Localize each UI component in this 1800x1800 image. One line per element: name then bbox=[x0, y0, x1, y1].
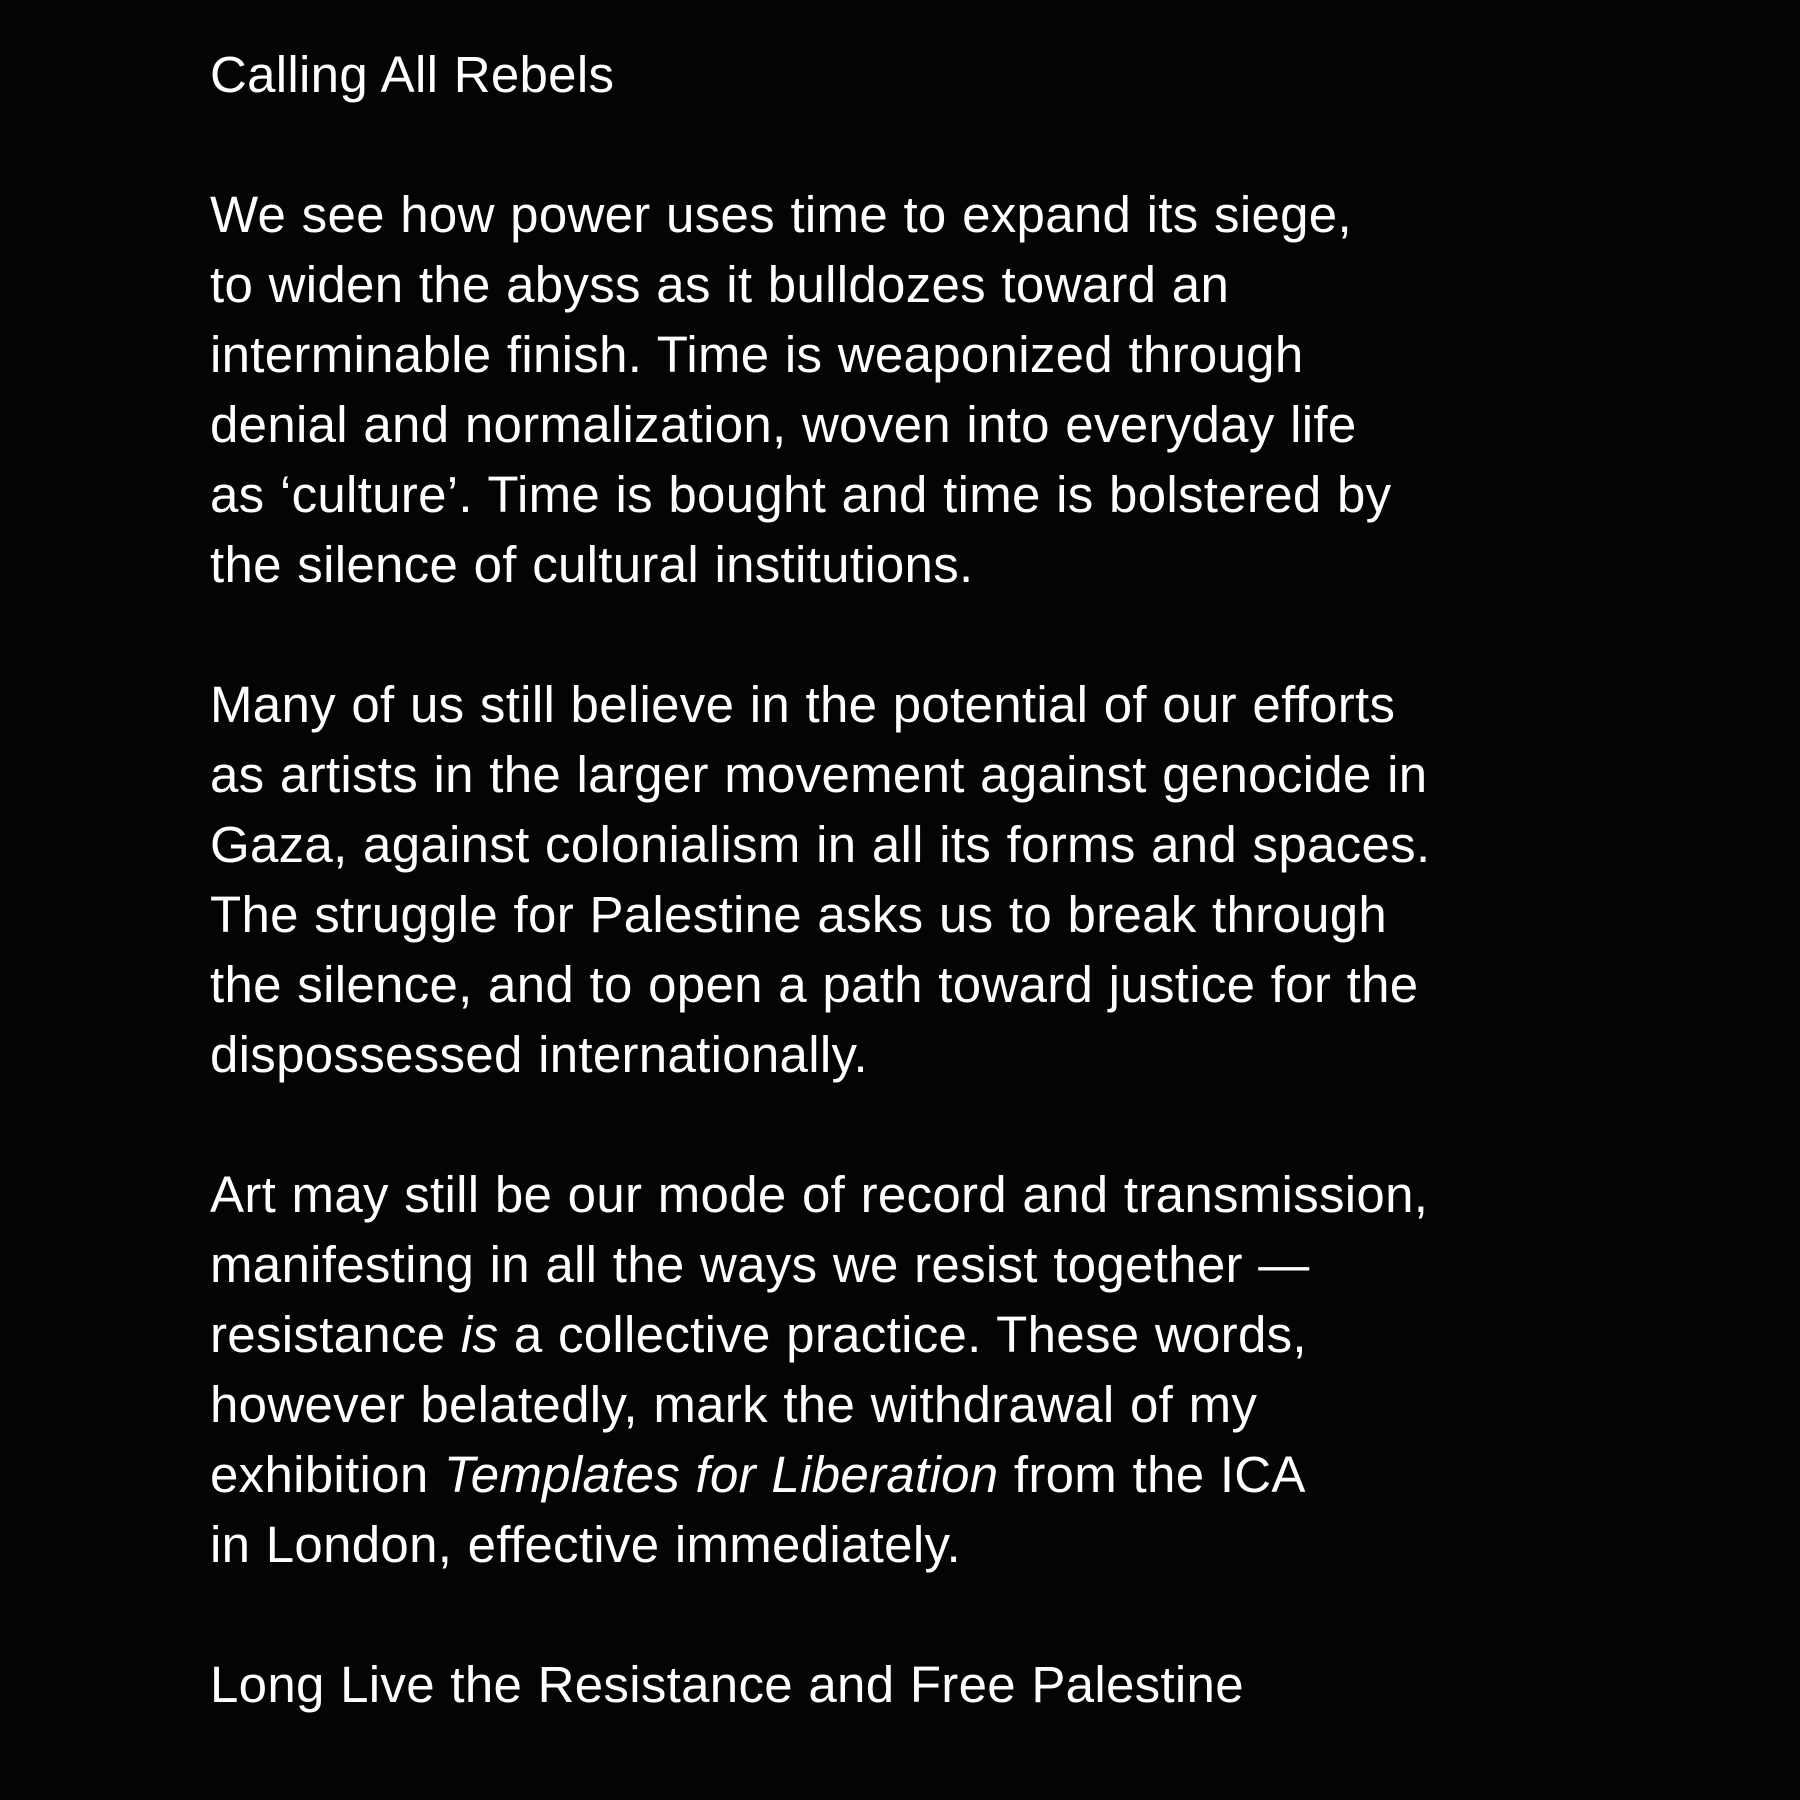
text-line: to widen the abyss as it bulldozes toward an bbox=[210, 256, 1230, 313]
text-line: interminable finish. Time is weaponized through bbox=[210, 326, 1304, 383]
text-line: as artists in the larger movement against genocide in bbox=[210, 746, 1428, 803]
statement-text bbox=[210, 40, 1610, 1720]
text-line: Art may still be our mode of record and transmission, bbox=[210, 1166, 1429, 1223]
text-line: The struggle for Palestine asks us to break through bbox=[210, 886, 1388, 943]
text-line: We see how power uses time to expand its siege, bbox=[210, 186, 1352, 243]
text-segment: exhibition bbox=[210, 1446, 444, 1503]
text-segment: resistance bbox=[210, 1306, 461, 1363]
paragraph-gap bbox=[210, 1580, 1610, 1650]
text-line: dispossessed internationally. bbox=[210, 1026, 868, 1083]
statement-title: Calling All Rebels bbox=[210, 46, 615, 103]
text-line: however belatedly, mark the withdrawal of my bbox=[210, 1376, 1258, 1433]
text-line: manifesting in all the ways we resist together — bbox=[210, 1236, 1310, 1293]
text-line: Gaza, against colonialism in all its forms and spaces. bbox=[210, 816, 1431, 873]
text-line: denial and normalization, woven into everyday life bbox=[210, 396, 1357, 453]
closing-line: Long Live the Resistance and Free Palestine bbox=[210, 1656, 1244, 1713]
text-line: Many of us still believe in the potential of our efforts bbox=[210, 676, 1396, 733]
paragraph-gap bbox=[210, 1090, 1610, 1160]
text-line: the silence of cultural institutions. bbox=[210, 536, 974, 593]
paragraph-2 bbox=[210, 670, 1610, 1090]
text-line: the silence, and to open a path toward justice for the bbox=[210, 956, 1419, 1013]
paragraph-1 bbox=[210, 180, 1610, 600]
emphasis-is: is bbox=[460, 1306, 499, 1363]
text-line-with-exhibition-title bbox=[210, 1440, 1610, 1510]
text-line: as ‘culture’. Time is bought and time is bolstered by bbox=[210, 466, 1392, 523]
text-segment: a collective practice. These words, bbox=[498, 1306, 1307, 1363]
paragraph-gap bbox=[210, 600, 1610, 670]
paragraph-3 bbox=[210, 1160, 1610, 1580]
paragraph-gap bbox=[210, 110, 1610, 180]
text-line: in London, effective immediately. bbox=[210, 1516, 961, 1573]
exhibition-title: Templates for Liberation bbox=[443, 1446, 999, 1503]
text-line-with-emphasis bbox=[210, 1300, 1610, 1370]
text-segment: from the ICA bbox=[998, 1446, 1306, 1503]
